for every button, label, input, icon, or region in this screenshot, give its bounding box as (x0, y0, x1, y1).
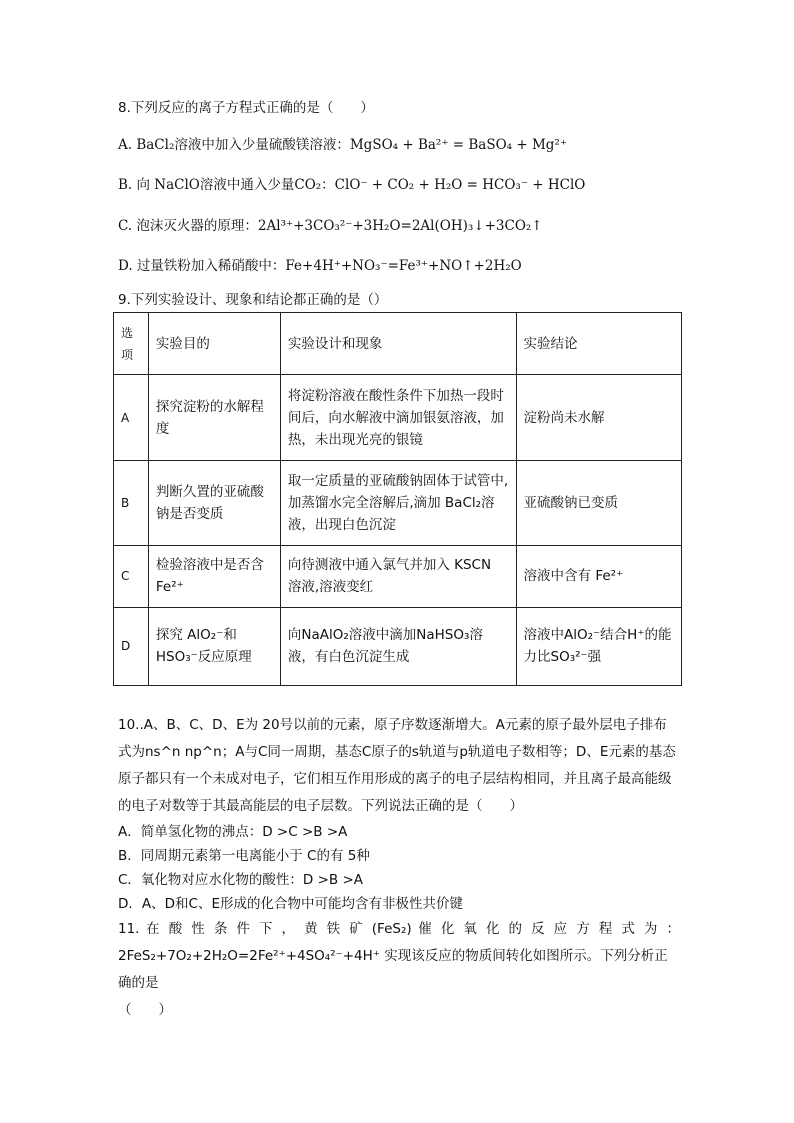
question-10-option-d: D．A、D和C、E形成的化合物中可能均含有非极性共价键 (118, 896, 463, 912)
question-8-option-b: B. 向 NaClO溶液中通入少量CO₂：ClO⁻ + CO₂ + H₂O = HCO₃⁻ + HClO (118, 177, 586, 193)
row-option: C (114, 545, 149, 607)
question-8-option-a: A. BaCl₂溶液中加入少量硫酸镁溶液：MgSO₄ + Ba²⁺ = BaSO₄ + Mg²⁺ (118, 137, 567, 153)
question-10-stem: 10..A、B、C、D、E为 20号以前的元素，原子序数逐渐增大。A元素的原子最外层电子排布式为ns^n np^n；A与C同一周期，基态C原子的s轨道与p轨道电子数相等；D、E元素的基态原子都只有一个未成对电子，它们相互作用形成的离子的电子层结构相同，并且离子最高能级的电子对数等于其最高能层的电子层数。下列说法正确的是（ ） (118, 717, 676, 814)
row-design: 向NaAlO₂溶液中滴加NaHSO₃溶液，有白色沉淀生成 (280, 607, 516, 685)
question-8-option-d: D. 过量铁粉加入稀硝酸中：Fe+4H⁺+NO₃⁻=Fe³⁺+NO↑+2H₂O (118, 258, 522, 274)
row-option: B (114, 461, 149, 545)
row-option: A (114, 375, 149, 461)
row-conclusion: 溶液中含有 Fe²⁺ (516, 545, 681, 607)
question-11-line-2: 2FeS₂+7O₂+2H₂O=2Fe²⁺+4SO₄²⁻+4H⁺ 实现该反应的物质间转化如图所示。下列分析正确的是 (118, 948, 668, 991)
table-header-row (114, 313, 682, 375)
question-10-block (118, 712, 680, 1024)
table-row (114, 375, 682, 461)
row-conclusion: 溶液中AlO₂⁻结合H⁺的能力比SO₃²⁻强 (516, 607, 681, 685)
row-design: 向待测液中通入氯气并加入 KSCN 溶液,溶液变红 (280, 545, 516, 607)
question-10-option-c: C．氧化物对应水化物的酸性：D >B >A (118, 872, 364, 888)
row-purpose: 探究淀粉的水解程度 (148, 375, 280, 461)
table-row (114, 545, 682, 607)
row-design: 将淀粉溶液在酸性条件下加热一段时间后，向水解液中滴加银氨溶液，加热，未出现光亮的银镜 (280, 375, 516, 461)
row-design: 取一定质量的亚硫酸钠固体于试管中,加蒸馏水完全溶解后,滴加 BaCl₂溶液，出现白色沉淀 (280, 461, 516, 545)
question-8-option-c: C. 泡沫灭火器的原理：2Al³⁺+3CO₃²⁻+3H₂O=2Al(OH)₃↓+3CO₂↑ (118, 218, 543, 234)
question-8-stem: 8.下列反应的离子方程式正确的是（ ） (118, 100, 374, 116)
table-row (114, 461, 682, 545)
row-purpose: 判断久置的亚硫酸钠是否变质 (148, 461, 280, 545)
table-row (114, 607, 682, 685)
header-purpose: 实验目的 (148, 313, 280, 375)
question-10-option-a: A．简单氢化物的沸点：D >C >B >A (118, 824, 348, 840)
header-conclusion: 实验结论 (516, 313, 681, 375)
row-option: D (114, 607, 149, 685)
question-9-stem: 9.下列实验设计、现象和结论都正确的是（） (118, 292, 388, 308)
row-purpose: 探究 AlO₂⁻和 HSO₃⁻反应原理 (148, 607, 280, 685)
row-conclusion: 亚硫酸钠已变质 (516, 461, 681, 545)
header-design: 实验设计和现象 (280, 313, 516, 375)
question-11-line-1: 11. 在 酸 性 条 件 下 ， 黄 铁 矿 (FeS₂) 催 化 氧 化 的 反 应 方 程 式 为 ： (118, 921, 680, 937)
header-option: 选项 (114, 313, 149, 375)
question-11-line-3: （ ） (118, 1002, 172, 1018)
row-conclusion: 淀粉尚未水解 (516, 375, 681, 461)
question-9-table (113, 312, 682, 686)
row-purpose: 检验溶液中是否含Fe²⁺ (148, 545, 280, 607)
question-10-option-b: B．同周期元素第一电离能小于 C的有 5种 (118, 848, 370, 864)
